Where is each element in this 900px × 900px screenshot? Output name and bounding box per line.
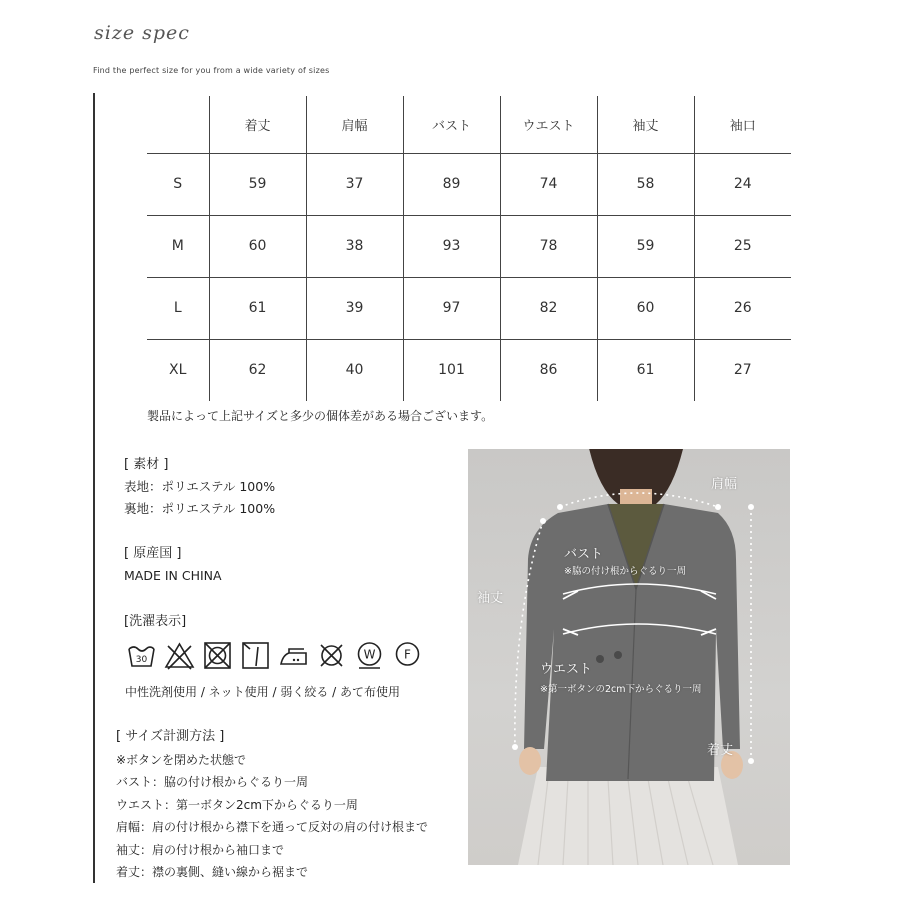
table-cell: 74 <box>500 153 597 215</box>
care-icons <box>126 640 423 671</box>
table-cell: 89 <box>403 153 500 215</box>
origin-heading: [ 原産国 ] <box>124 546 182 561</box>
table-row <box>147 277 791 339</box>
table-cell: XL <box>147 339 209 401</box>
table-cell: M <box>147 215 209 277</box>
no-dry-clean-icon <box>316 640 347 671</box>
table-cell: 62 <box>209 339 306 401</box>
table-header-cell <box>147 96 209 153</box>
table-cell: 39 <box>306 277 403 339</box>
origin-value: MADE IN CHINA <box>124 568 222 583</box>
table-row <box>147 215 791 277</box>
table-header-cell: 着丈 <box>209 96 306 153</box>
waist-label: ウエスト <box>540 662 593 677</box>
jacket-illustration <box>468 449 790 865</box>
table-cell: 59 <box>209 153 306 215</box>
table-cell: 38 <box>306 215 403 277</box>
line-dry-icon <box>240 640 271 671</box>
table-cell: 61 <box>209 277 306 339</box>
measure-line: バスト：脇の付け根からぐるり一周 <box>116 775 309 789</box>
table-cell: 59 <box>597 215 694 277</box>
material-section <box>118 454 275 520</box>
size-table <box>147 96 791 401</box>
care-section <box>118 611 186 633</box>
table-cell: 86 <box>500 339 597 401</box>
iron-low-icon <box>278 640 309 671</box>
material-line: 裏地：ポリエステル 100% <box>124 501 276 516</box>
size-spec-title: size spec <box>94 22 190 44</box>
measure-line: 着丈：襟の裏側、縫い線から裾まで <box>116 865 309 879</box>
table-cell: 60 <box>209 215 306 277</box>
measure-line: ※ボタンを閉めた状態で <box>116 752 247 767</box>
dry-clean-f-icon <box>392 640 423 671</box>
table-header-cell: 袖丈 <box>597 96 694 153</box>
table-cell: 40 <box>306 339 403 401</box>
measure-line: 袖丈：肩の付け根から袖口まで <box>116 842 285 857</box>
measure-line: ウエスト：第一ボタン2cm下からぐるり一周 <box>116 797 358 812</box>
table-row <box>147 339 791 401</box>
no-bleach-icon <box>164 640 195 671</box>
left-divider-line <box>93 93 95 883</box>
measure-heading: [ サイズ計測方法 ] <box>116 729 225 744</box>
table-cell: 97 <box>403 277 500 339</box>
table-header-cell: 袖口 <box>694 96 791 153</box>
bust-label: バスト <box>564 547 604 562</box>
table-cell: 101 <box>403 339 500 401</box>
table-cell: 24 <box>694 153 791 215</box>
table-cell: L <box>147 277 209 339</box>
table-cell: S <box>147 153 209 215</box>
table-header-row <box>147 96 791 153</box>
table-header-cell: ウエスト <box>500 96 597 153</box>
shoulder-label: 肩幅 <box>711 477 738 492</box>
table-cell: 60 <box>597 277 694 339</box>
length-label: 着丈 <box>707 743 734 758</box>
wash-30-icon <box>126 640 157 671</box>
size-spec-subtitle: Find the perfect size for you from a wide variety of sizes <box>93 66 330 75</box>
table-cell: 25 <box>694 215 791 277</box>
wet-clean-icon <box>354 640 385 671</box>
table-cell: 78 <box>500 215 597 277</box>
material-line: 表地：ポリエステル 100% <box>124 479 276 494</box>
wet-clean-label: W <box>363 647 376 662</box>
material-heading: [ 素材 ] <box>124 457 169 472</box>
no-tumble-dry-icon <box>202 640 233 671</box>
origin-section <box>118 543 222 587</box>
table-cell: 61 <box>597 339 694 401</box>
care-heading: [洗濯表示] <box>124 614 187 629</box>
care-caption: 中性洗剤使用 / ネット使用 / 弱く絞る / あて布使用 <box>125 685 401 699</box>
wash-temp-label: 30 <box>135 655 148 665</box>
table-cell: 37 <box>306 153 403 215</box>
table-cell: 93 <box>403 215 500 277</box>
bust-note-label: ※脇の付け根からぐるり一周 <box>564 566 686 577</box>
size-variance-note: 製品によって上記サイズと多少の個体差がある場合ございます。 <box>147 409 494 423</box>
table-row <box>147 153 791 215</box>
product-photo <box>468 449 790 865</box>
table-header-cell: 肩幅 <box>306 96 403 153</box>
table-cell: 58 <box>597 153 694 215</box>
table-cell: 82 <box>500 277 597 339</box>
waist-note-label: ※第一ボタンの2cm下からぐるり一周 <box>540 684 702 695</box>
dry-clean-label: F <box>404 647 411 662</box>
table-cell: 26 <box>694 277 791 339</box>
sleeve-label: 袖丈 <box>477 591 504 606</box>
table-header-cell: バスト <box>403 96 500 153</box>
measure-section <box>116 726 428 884</box>
table-cell: 27 <box>694 339 791 401</box>
measure-line: 肩幅：肩の付け根から襟下を通って反対の肩の付け根まで <box>116 820 429 834</box>
